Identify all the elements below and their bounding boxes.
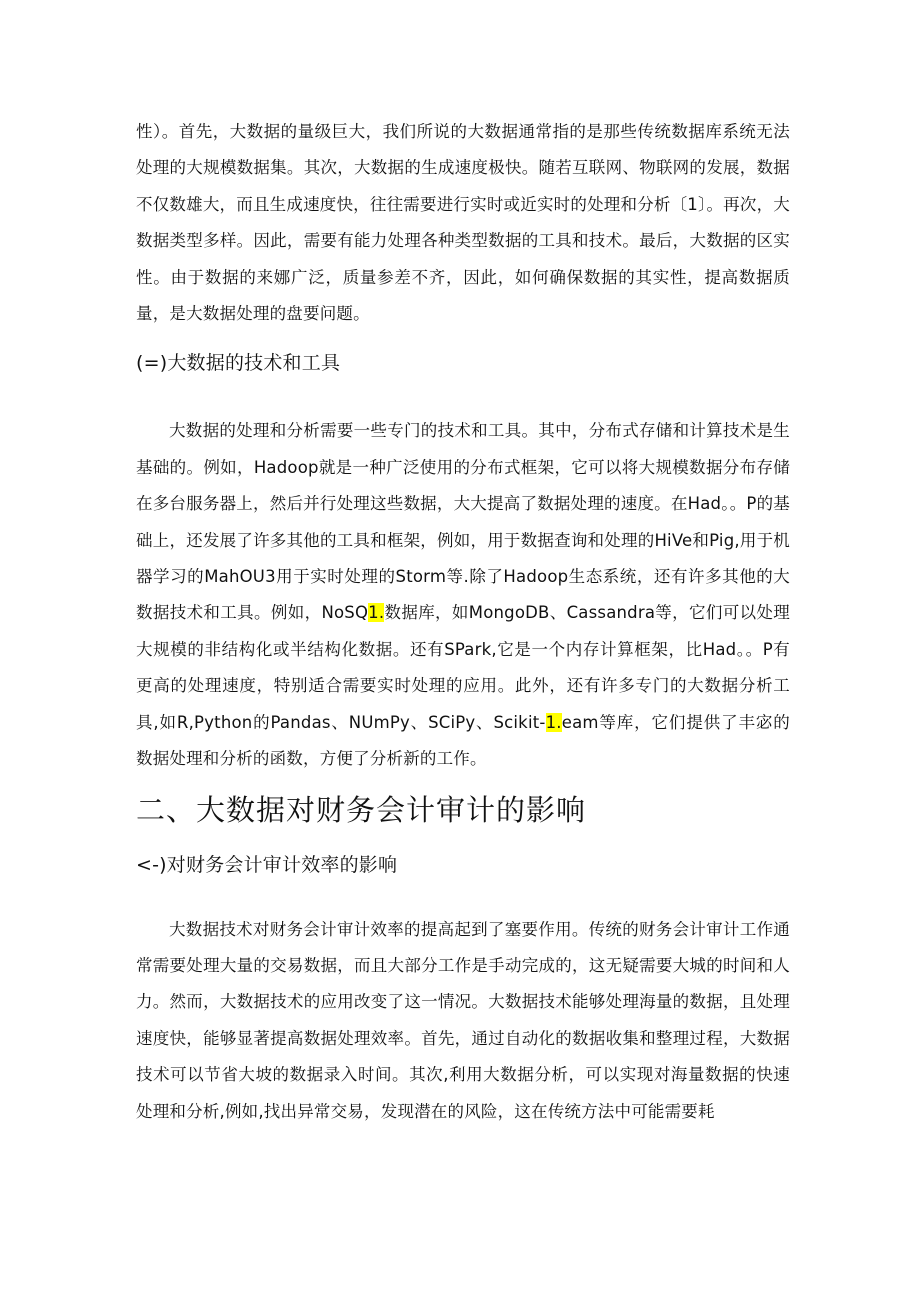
paragraph-text: 数据库，如MongoDB、Cassandra等，它们可以处理大规模的非结构化或半结构化数据。还有SPark,它是一个内存计算框架，比Had。。P有更高的处理速度，特别适合需要实时处理的应用。此外，还有许多专门的大数据分析工具,如R,Python的Pandas、NUmPy、SCiPy、Scikit-	[136, 603, 790, 732]
section-heading-impact: 二、大数据对财务会计审计的影响	[136, 792, 587, 827]
document-page	[136, 114, 790, 1130]
highlighted-text: 1.	[545, 712, 562, 732]
subheading-tech-and-tools: (=)大数据的技术和工具	[136, 352, 341, 375]
paragraph-efficiency-impact: 大数据技术对财务会计审计效率的提高起到了塞要作用。传统的财务会计审计工作通常需要处理大量的交易数据，而且大部分工作是手动完成的，这无疑需要大城的时间和人力。然而，大数据技术的应用改变了这一情况。大数据技术能够处理海量的数据，且处理速度快，能够显著提高数据处理效率。首先，通过自动化的数据收集和整理过程，大数据技术可以节省大坡的数据录入时间。其次,利用大数据分析，可以实现对海量数据的快速处理和分析,例如,找出异常交易，发现潜在的风险，这在传统方法中可能需要耗	[136, 919, 790, 1121]
paragraph-text: eam等库，它们提供了丰宓的数据处理和分析的函数，方便了分析新的工作。	[136, 712, 791, 769]
subheading-efficiency-impact: <-)对财务会计审计效率的影响	[136, 853, 398, 876]
paragraph-tech-and-tools	[136, 413, 790, 777]
paragraph-big-data-characteristics: 性）。首先，大数据的量级巨大，我们所说的大数据通常指的是那些传统数据库系统无法处理的大规模数据集。其次，大数据的生成速度极快。随若互联网、物联网的发展，数据不仅数雄大，而且生成速度快，往往需要进行实时或近实时的处理和分析〔1〕。再次，大数据类型多样。因此，需要有能力处理各种类型数据的工具和技术。最后，大数据的区实性。由于数据的来娜广泛，质量参差不齐，因此，如何确保数据的其实性，提高数据质量，是大数据处理的盘要问题。	[136, 122, 790, 324]
paragraph-text: 大数据的处理和分析需要一些专门的技术和工具。其中，分布式存储和计算技术是生基础的。例如，Hadoop就是一种广泛使用的分布式框架，它可以将大规模数据分布存储在多台服务器上，然后并行处理这些数据，大大提高了数据处理的速度。在Had。。P的基础上，还发展了许多其他的工具和框架，例如，用于数据查询和处理的HiVe和Pig,用于机器学习的MahOU3用于实时处理的Storm等.除了Hadoop生态系统，还有许多其他的大数据技术和工具。例如，NoSQ	[136, 421, 790, 623]
highlighted-text: 1.	[368, 603, 385, 623]
